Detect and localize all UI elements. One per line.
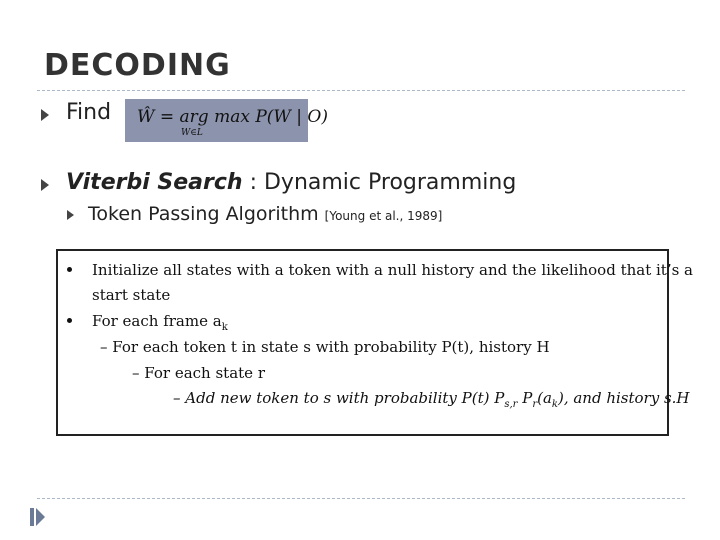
viterbi-rest: : Dynamic Programming <box>242 170 517 195</box>
algo-line-2: For each frame $a_k$ <box>92 312 228 333</box>
bullet-arrow-icon <box>41 179 49 191</box>
find-label: Find <box>66 100 112 125</box>
token-passing-line <box>88 203 442 225</box>
formula-main: Ŵ = arg max P(W | O) <box>137 107 328 127</box>
algo-line-1a: Initialize all states with a token with a null history and the likelihood that it’s a <box>92 261 693 279</box>
viterbi-heading <box>66 170 516 195</box>
bullet-arrow-icon <box>41 109 49 121</box>
citation: [Young et al., 1989] <box>324 209 443 223</box>
viterbi-label: Viterbi Search <box>66 170 243 195</box>
token-passing-label: Token Passing Algorithm <box>88 203 319 225</box>
bullet-dot-icon <box>67 318 72 323</box>
slide-title: DECODING <box>44 48 231 83</box>
algo-line-3: – For each token t in state s with probability P(t), history H <box>100 338 550 356</box>
nav-bar <box>30 508 34 526</box>
argmax-formula-image <box>125 99 328 142</box>
algorithm-box <box>56 249 693 436</box>
footer-divider <box>37 498 685 499</box>
algo-line-1b: start state <box>92 286 171 304</box>
nav-arrow-icon <box>36 508 45 526</box>
title-divider <box>37 90 685 91</box>
formula-subscript: W∈L <box>181 128 203 138</box>
sub-bullet-arrow-icon <box>67 210 74 220</box>
algo-line-5: – Add new token to s with probability P(t) $P_{s,r}$ $P_r(a_k)$, and history s.H <box>173 389 690 410</box>
bullet-dot-icon <box>67 267 72 272</box>
algo-line-4: – For each state r <box>132 364 265 382</box>
